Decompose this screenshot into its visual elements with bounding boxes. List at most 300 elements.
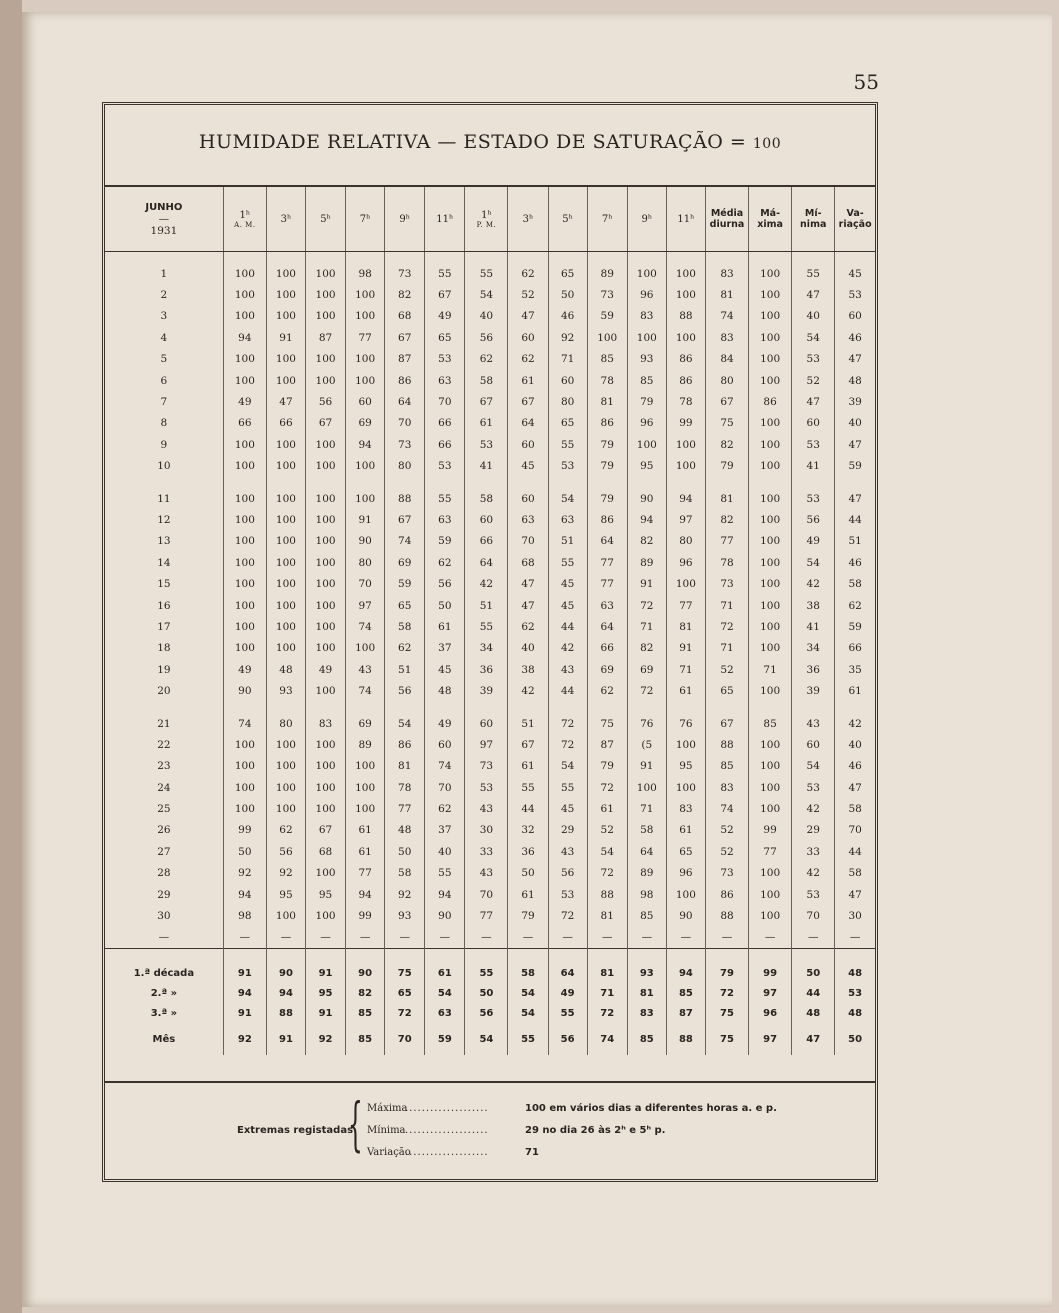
table-cell: 61 — [508, 756, 548, 777]
table-row — [105, 820, 875, 841]
table-cell: 86 — [666, 349, 705, 370]
table-cell: 81 — [705, 284, 748, 305]
table-cell: 100 — [266, 456, 305, 477]
table-cell: 72 — [385, 1003, 425, 1023]
table-cell — [385, 949, 425, 964]
table-cell: 44 — [835, 841, 875, 862]
table-cell: 65 — [385, 595, 425, 616]
table-cell: 88 — [666, 306, 705, 327]
table-cell: 77 — [587, 552, 627, 573]
table-cell: 100 — [223, 349, 266, 370]
table-cell: 93 — [627, 349, 666, 370]
table-row — [105, 488, 875, 509]
header-hour: 9ʰ — [385, 187, 425, 252]
table-cell: 44 — [548, 616, 587, 637]
table-cell: 100 — [306, 777, 346, 798]
table-cell: 34 — [465, 638, 508, 659]
table-cell: 66 — [266, 413, 305, 434]
table-cell: 95 — [306, 983, 346, 1003]
table-cell: 61 — [666, 820, 705, 841]
table-cell: 63 — [548, 509, 587, 530]
row-label: Mês — [152, 1033, 176, 1045]
extreme-max-label: Máxima — [367, 1103, 408, 1114]
table-cell: 60 — [835, 306, 875, 327]
table-cell: 100 — [266, 488, 305, 509]
table-cell: 67 — [705, 713, 748, 734]
spacer-row — [105, 252, 875, 264]
table-cell: 97 — [465, 734, 508, 755]
header-hour: 1ʰ P. M. — [465, 187, 508, 252]
table-cell: 100 — [627, 263, 666, 284]
table-cell: 30 — [465, 820, 508, 841]
table-cell: 100 — [666, 434, 705, 455]
table-cell: 100 — [749, 905, 792, 926]
table-row — [105, 434, 875, 455]
table-cell: 61 — [835, 680, 875, 701]
table-cell: 100 — [346, 284, 385, 305]
table-cell: 100 — [346, 488, 385, 509]
table-cell: 61 — [425, 616, 465, 637]
table-row — [105, 531, 875, 552]
table-cell — [508, 949, 548, 964]
table-cell: 100 — [666, 884, 705, 905]
table-cell: 51 — [385, 659, 425, 680]
table-cell: 94 — [627, 509, 666, 530]
table-cell: 55 — [548, 777, 587, 798]
header-hour: 7ʰ — [587, 187, 627, 252]
table-cell: 56 — [385, 680, 425, 701]
table-cell: 55 — [508, 777, 548, 798]
table-cell: 100 — [223, 552, 266, 573]
table-cell: 59 — [587, 306, 627, 327]
table-cell: 77 — [705, 531, 748, 552]
table-cell — [465, 949, 508, 964]
table-cell: 72 — [548, 905, 587, 926]
decade-row — [105, 1003, 875, 1023]
table-row — [105, 306, 875, 327]
table-cell: 29 — [792, 820, 835, 841]
table-cell: 99 — [223, 820, 266, 841]
table-cell: 42 — [465, 573, 508, 594]
table-row — [105, 284, 875, 305]
table-cell: 72 — [587, 777, 627, 798]
table-cell — [548, 949, 587, 964]
spacer-row — [105, 477, 875, 488]
table-cell: 40 — [425, 841, 465, 862]
table-row — [105, 863, 875, 884]
table-cell: 78 — [587, 370, 627, 391]
table-cell: 100 — [666, 263, 705, 284]
row-label: 18 — [157, 642, 171, 655]
table-row — [105, 713, 875, 734]
table-cell: 83 — [627, 306, 666, 327]
table-cell: 72 — [705, 616, 748, 637]
table-cell: — — [587, 927, 627, 949]
table-cell: 61 — [465, 413, 508, 434]
table-cell: 75 — [705, 1003, 748, 1023]
table-cell: — — [548, 927, 587, 949]
row-label: 3 — [160, 310, 168, 323]
row-label: 26 — [157, 824, 171, 837]
table-cell: 100 — [749, 509, 792, 530]
table-cell: 71 — [627, 616, 666, 637]
table-cell: 53 — [835, 284, 875, 305]
header-variacao: Va- riação — [835, 187, 875, 252]
table-cell: 100 — [266, 734, 305, 755]
table-cell: 64 — [587, 531, 627, 552]
table-cell: 100 — [627, 777, 666, 798]
table-cell: 95 — [306, 884, 346, 905]
table-cell: 67 — [385, 327, 425, 348]
table-cell: 100 — [266, 263, 305, 284]
table-cell: 87 — [587, 734, 627, 755]
table-cell: 98 — [346, 263, 385, 284]
table-cell: 47 — [835, 884, 875, 905]
table-cell: 73 — [587, 284, 627, 305]
row-label: 13 — [157, 535, 171, 548]
table-cell: 77 — [346, 863, 385, 884]
table-cell: 100 — [666, 777, 705, 798]
table-cell: 100 — [749, 370, 792, 391]
table-cell: 54 — [508, 983, 548, 1003]
table-cell: — — [346, 927, 385, 949]
header-hour: 7ʰ — [346, 187, 385, 252]
table-cell: 33 — [465, 841, 508, 862]
row-label: 11 — [157, 492, 171, 505]
table-cell: 66 — [223, 413, 266, 434]
table-cell: 42 — [548, 638, 587, 659]
table-cell: 47 — [835, 488, 875, 509]
table-cell: 45 — [548, 798, 587, 819]
table-cell: 51 — [548, 531, 587, 552]
row-label: 15 — [157, 578, 171, 591]
table-cell: 65 — [425, 327, 465, 348]
row-label: 3.ª » — [150, 1007, 178, 1019]
table-row — [105, 680, 875, 701]
table-cell: 82 — [627, 638, 666, 659]
table-cell: 100 — [223, 306, 266, 327]
table-cell: 40 — [465, 306, 508, 327]
row-label: 9 — [160, 438, 168, 451]
dot-leader: .................... — [405, 1125, 489, 1136]
table-cell: 62 — [508, 263, 548, 284]
table-row — [105, 370, 875, 391]
table-cell: 100 — [306, 370, 346, 391]
table-row — [105, 884, 875, 905]
table-cell: 100 — [346, 370, 385, 391]
table-cell: 100 — [749, 552, 792, 573]
table-cell: 61 — [508, 884, 548, 905]
table-cell: 65 — [548, 263, 587, 284]
table-cell: 90 — [425, 905, 465, 926]
table-cell: 53 — [792, 349, 835, 370]
table-cell: 40 — [835, 734, 875, 755]
table-cell: 67 — [508, 391, 548, 412]
table-cell: 74 — [346, 680, 385, 701]
table-cell: 99 — [666, 413, 705, 434]
table-cell: 100 — [749, 327, 792, 348]
table-cell: 70 — [425, 391, 465, 412]
table-cell: 85 — [749, 713, 792, 734]
table-cell: 51 — [835, 531, 875, 552]
table-cell: 55 — [792, 263, 835, 284]
table-cell: — — [306, 927, 346, 949]
table-cell: 100 — [266, 798, 305, 819]
table-cell: 53 — [548, 456, 587, 477]
spacer-row — [105, 949, 875, 964]
row-label: 24 — [157, 781, 171, 794]
table-cell — [835, 949, 875, 964]
table-cell: 52 — [705, 820, 748, 841]
table-cell: 71 — [705, 638, 748, 659]
table-cell: 70 — [465, 884, 508, 905]
table-cell: 95 — [266, 884, 305, 905]
table-cell: 65 — [385, 983, 425, 1003]
table-cell: 83 — [705, 263, 748, 284]
table-cell: 44 — [835, 509, 875, 530]
table-cell: 91 — [266, 327, 305, 348]
table-cell: 86 — [666, 370, 705, 391]
table-cell: 100 — [749, 488, 792, 509]
table-cell: 88 — [385, 488, 425, 509]
table-cell: 100 — [587, 327, 627, 348]
table-cell: 71 — [666, 659, 705, 680]
table-cell: 100 — [666, 284, 705, 305]
table-cell: 60 — [548, 370, 587, 391]
table-cell: 74 — [425, 756, 465, 777]
table-cell: (5 — [627, 734, 666, 755]
table-cell: 91 — [346, 509, 385, 530]
table-cell: 73 — [465, 756, 508, 777]
table-cell: 80 — [705, 370, 748, 391]
table-cell — [705, 949, 748, 964]
table-cell: 55 — [548, 552, 587, 573]
table-cell: 50 — [508, 863, 548, 884]
table-cell: 58 — [835, 798, 875, 819]
table-cell: 68 — [385, 306, 425, 327]
header-minima: Mí- nima — [792, 187, 835, 252]
table-cell: 88 — [266, 1003, 305, 1023]
spacer-row — [105, 702, 875, 713]
decade-row — [105, 963, 875, 983]
table-cell: 79 — [627, 391, 666, 412]
table-cell: 51 — [465, 595, 508, 616]
table-cell: 60 — [792, 734, 835, 755]
table-cell: 52 — [587, 820, 627, 841]
table-cell: 100 — [306, 456, 346, 477]
table-cell: 72 — [548, 713, 587, 734]
table-cell: 100 — [749, 263, 792, 284]
table-cell: 81 — [666, 616, 705, 637]
table-cell: 72 — [587, 1003, 627, 1023]
table-cell: 100 — [749, 680, 792, 701]
table-cell: 100 — [306, 595, 346, 616]
table-cell: 67 — [306, 820, 346, 841]
table-cell: 81 — [627, 983, 666, 1003]
table-cell: — — [705, 927, 748, 949]
table-cell: 42 — [508, 680, 548, 701]
table-cell: 58 — [465, 370, 508, 391]
table-cell: 63 — [587, 595, 627, 616]
table-cell: — — [385, 927, 425, 949]
table-cell — [749, 949, 792, 964]
table-cell: 47 — [835, 349, 875, 370]
table-cell: 42 — [835, 713, 875, 734]
table-cell: 35 — [835, 659, 875, 680]
header-media: Média diurna — [705, 187, 748, 252]
table-cell: 44 — [508, 798, 548, 819]
table-cell: 43 — [346, 659, 385, 680]
table-cell: 67 — [508, 734, 548, 755]
table-cell: 100 — [749, 531, 792, 552]
table-cell: 100 — [223, 434, 266, 455]
month-row — [105, 1023, 875, 1055]
table-cell: 36 — [508, 841, 548, 862]
table-cell: 94 — [223, 983, 266, 1003]
table-cell: 77 — [666, 595, 705, 616]
table-cell: 79 — [587, 456, 627, 477]
table-cell: 46 — [835, 756, 875, 777]
table-cell: 86 — [385, 734, 425, 755]
table-cell: 55 — [465, 963, 508, 983]
table-cell: 37 — [425, 638, 465, 659]
table-cell: 54 — [465, 284, 508, 305]
table-cell: 38 — [508, 659, 548, 680]
table-cell: 100 — [266, 552, 305, 573]
table-row — [105, 595, 875, 616]
table-row — [105, 327, 875, 348]
table-frame — [102, 102, 878, 1182]
table-cell: 50 — [425, 595, 465, 616]
table-cell: 81 — [587, 963, 627, 983]
table-cell: 100 — [306, 638, 346, 659]
row-label: 30 — [157, 910, 171, 923]
table-cell: 48 — [266, 659, 305, 680]
table-cell: 88 — [705, 734, 748, 755]
row-label: 8 — [160, 417, 168, 430]
table-cell — [666, 949, 705, 964]
table-cell: 55 — [465, 263, 508, 284]
table-cell: 52 — [792, 370, 835, 391]
table-cell: 83 — [666, 798, 705, 819]
table-cell: 60 — [508, 488, 548, 509]
table-cell: 67 — [705, 391, 748, 412]
table-cell: 32 — [508, 820, 548, 841]
table-cell: 54 — [792, 327, 835, 348]
row-label: 5 — [160, 353, 168, 366]
table-cell: 100 — [223, 734, 266, 755]
table-cell: 62 — [425, 798, 465, 819]
table-row — [105, 798, 875, 819]
table-cell: 50 — [465, 983, 508, 1003]
table-row — [105, 659, 875, 680]
table-cell: 62 — [385, 638, 425, 659]
table-cell: 96 — [627, 284, 666, 305]
table-cell: 80 — [346, 552, 385, 573]
humidity-table-wrap — [105, 185, 875, 1083]
table-cell: 60 — [792, 413, 835, 434]
table-cell: 100 — [223, 263, 266, 284]
table-cell: 96 — [627, 413, 666, 434]
table-cell: 89 — [627, 552, 666, 573]
table-cell: 70 — [835, 820, 875, 841]
table-cell: 41 — [465, 456, 508, 477]
table-cell: 100 — [666, 456, 705, 477]
table-cell: 38 — [792, 595, 835, 616]
header-hour: 3ʰ — [266, 187, 305, 252]
header-hour: 9ʰ — [627, 187, 666, 252]
table-cell: 72 — [587, 863, 627, 884]
row-label: 22 — [157, 738, 171, 751]
table-cell: 100 — [266, 284, 305, 305]
table-cell: 66 — [835, 638, 875, 659]
table-cell: 100 — [223, 616, 266, 637]
table-cell: 100 — [266, 777, 305, 798]
table-row — [105, 509, 875, 530]
table-cell: 91 — [223, 1003, 266, 1023]
table-cell: 89 — [587, 263, 627, 284]
table-cell: 100 — [223, 756, 266, 777]
table-cell: 66 — [587, 638, 627, 659]
table-cell: 74 — [385, 531, 425, 552]
table-cell: 100 — [346, 638, 385, 659]
table-cell: 100 — [306, 573, 346, 594]
table-cell: 63 — [508, 509, 548, 530]
table-cell: — — [627, 927, 666, 949]
book-spine — [0, 0, 22, 1313]
table-cell: 87 — [385, 349, 425, 370]
table-cell: 45 — [835, 263, 875, 284]
table-cell: 83 — [306, 713, 346, 734]
table-cell: 72 — [548, 734, 587, 755]
table-cell: 66 — [425, 413, 465, 434]
table-cell: 47 — [508, 573, 548, 594]
table-cell: 94 — [223, 327, 266, 348]
table-cell: 43 — [465, 863, 508, 884]
table-cell — [425, 949, 465, 964]
table-cell: 81 — [587, 391, 627, 412]
table-cell: 56 — [792, 509, 835, 530]
table-cell: 45 — [508, 456, 548, 477]
table-cell: 86 — [587, 413, 627, 434]
table-cell: 96 — [666, 552, 705, 573]
table-cell: 52 — [508, 284, 548, 305]
table-cell: 50 — [223, 841, 266, 862]
table-row — [105, 734, 875, 755]
table-cell: 100 — [223, 595, 266, 616]
table-cell: 62 — [465, 349, 508, 370]
table-cell: 100 — [666, 327, 705, 348]
extremes-label: Extremas registadas — [237, 1125, 354, 1136]
table-cell: 53 — [465, 777, 508, 798]
table-row — [105, 841, 875, 862]
table-cell: 100 — [266, 616, 305, 637]
table-cell: 100 — [627, 327, 666, 348]
table-cell: 42 — [792, 798, 835, 819]
table-cell: 92 — [223, 863, 266, 884]
table-cell: 41 — [792, 616, 835, 637]
table-cell: 46 — [835, 552, 875, 573]
table-cell: 46 — [548, 306, 587, 327]
table-cell — [306, 949, 346, 964]
table-cell: 56 — [548, 1023, 587, 1055]
table-cell: 54 — [385, 713, 425, 734]
table-row — [105, 573, 875, 594]
table-cell: 100 — [749, 306, 792, 327]
table-cell: 58 — [627, 820, 666, 841]
table-cell: 100 — [266, 638, 305, 659]
table-cell: 78 — [705, 552, 748, 573]
